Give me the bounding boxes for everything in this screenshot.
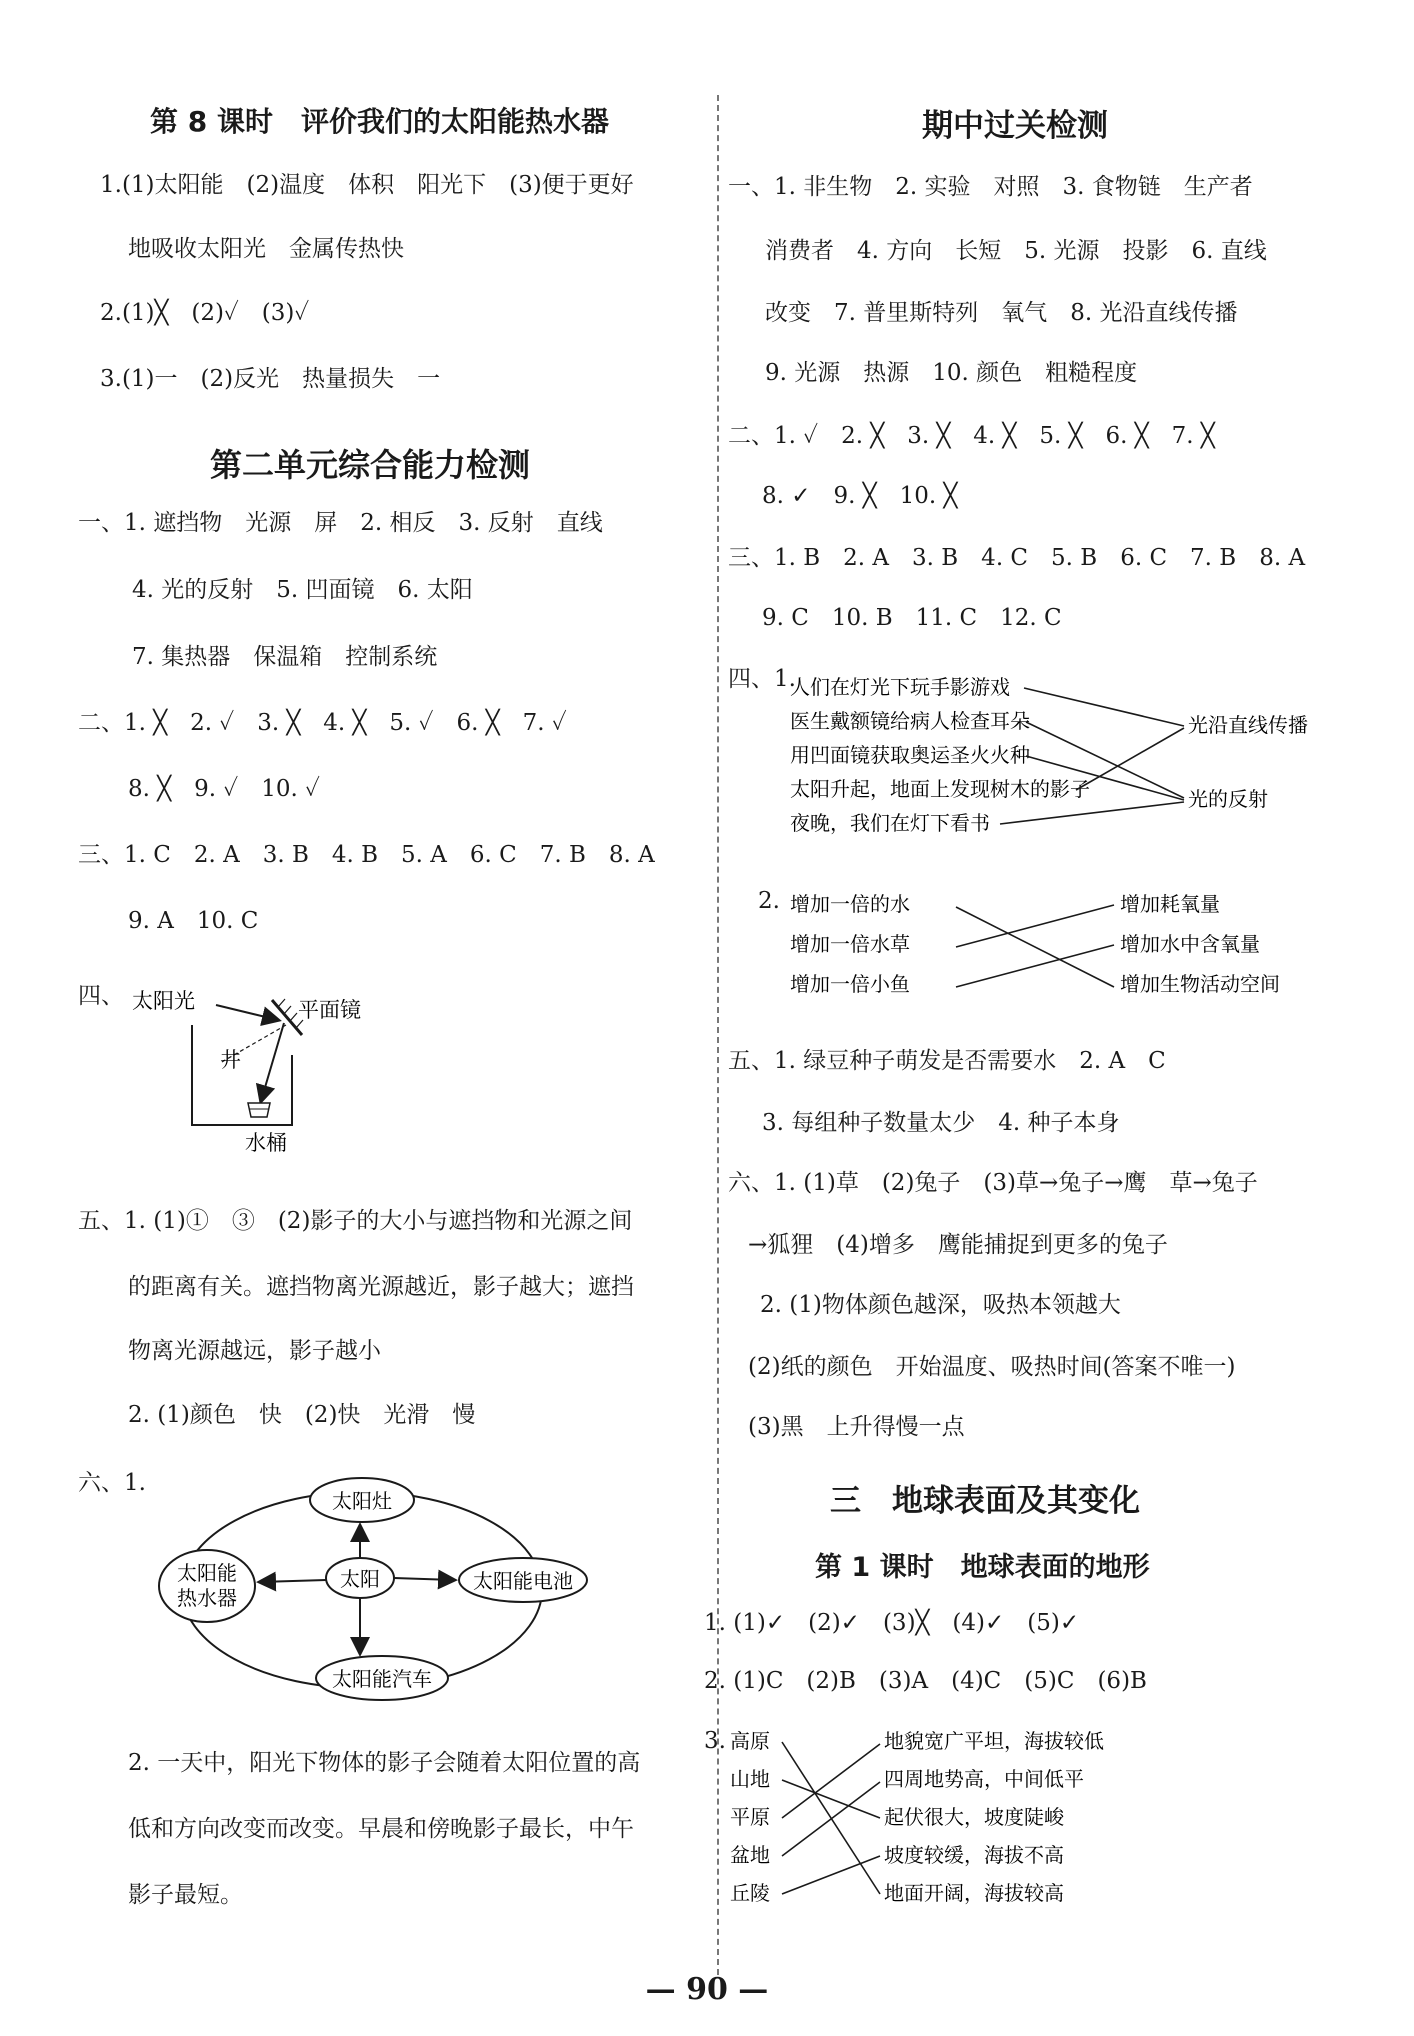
aquarium-matching-diagram xyxy=(780,885,1320,1015)
svg-text:太阳能电池: 太阳能电池 xyxy=(473,1569,573,1593)
unit2-s5-line-1: 五、1. (1)① ③ (2)影子的大小与遮挡物和光源之间 xyxy=(78,1208,633,1234)
lesson8-title: 第 8 课时 评价我们的太阳能热水器 xyxy=(150,105,609,138)
unit2-s6-label: 六、1. xyxy=(78,1470,146,1496)
plane-mirror-label: 平面镜 xyxy=(298,998,361,1022)
midterm-s4-label: 四、1. xyxy=(728,666,796,692)
unit2-s1-line-3: 7. 集热器 保温箱 控制系统 xyxy=(132,644,438,670)
node-sun xyxy=(326,1558,394,1598)
unit2-s6-q2-line-1: 2. 一天中，阳光下物体的影子会随着太阳位置的高 xyxy=(128,1750,641,1776)
unit2-s3-line-1: 三、1. C 2. A 3. B 4. B 5. A 6. C 7. B 8. A xyxy=(78,842,655,868)
unit2-s5-line-2: 的距离有关。遮挡物离光源越近，影子越大；遮挡 xyxy=(128,1274,634,1300)
unit3-q1: 1. (1)✓ (2)✓ (3)╳ (4)✓ (5)✓ xyxy=(704,1610,1080,1636)
sun-light-label: 太阳光 xyxy=(132,989,195,1013)
unit2-s5-line-3: 物离光源越远，影子越小 xyxy=(128,1338,381,1364)
solar-energy-diagram xyxy=(150,1470,600,1710)
landform-lines xyxy=(782,1742,880,1894)
match2-left-3: 增加一倍小鱼 xyxy=(790,972,910,996)
unit2-s2-line-1: 二、1. ╳ 2. ✓ 3. ╳ 4. ╳ 5. ✓ 6. ╳ 7. ✓ xyxy=(78,710,567,736)
midterm-s3-line-2: 9. C 10. B 11. C 12. C xyxy=(762,605,1062,631)
midterm-s1-line-3: 改变 7. 普里斯特列 氧气 8. 光沿直线传播 xyxy=(765,300,1238,326)
landform-left-5: 丘陵 xyxy=(730,1881,770,1905)
unit2-s2-line-2: 8. ╳ 9. ✓ 10. ✓ xyxy=(128,776,320,802)
lesson8-line-1: 1.(1)太阳能 (2)温度 体积 阳光下 (3)便于更好 xyxy=(100,172,634,198)
arrow-to-heater xyxy=(260,1580,326,1582)
match-right-2: 光的反射 xyxy=(1188,787,1268,811)
lesson1-title: 第 1 课时 地球表面的地形 xyxy=(815,1552,1150,1583)
midterm-s6-line-3: 2. (1)物体颜色越深，吸热本领越大 xyxy=(760,1292,1121,1318)
midterm-s2-line-1: 二、1. ✓ 2. ╳ 3. ╳ 4. ╳ 5. ╳ 6. ╳ 7. ╳ xyxy=(728,423,1215,449)
node-solar-battery xyxy=(459,1558,587,1602)
midterm-s1-line-4: 9. 光源 热源 10. 颜色 粗糙程度 xyxy=(765,360,1138,386)
midterm-s6-line-5: (3)黑 上升得慢一点 xyxy=(748,1414,965,1440)
node-solar-cooker xyxy=(310,1478,414,1522)
svg-text:太阳: 太阳 xyxy=(340,1567,380,1591)
well-mirror-diagram xyxy=(120,975,380,1155)
landform-right-4: 坡度较缓，海拔不高 xyxy=(884,1843,1064,1867)
unit2-s4-label: 四、 xyxy=(78,983,124,1009)
match-left-2: 医生戴额镜给病人检查耳朵 xyxy=(790,709,1030,733)
match2-left-1: 增加一倍的水 xyxy=(790,892,910,916)
midterm-s6-line-1: 六、1. (1)草 (2)兔子 (3)草→兔子→鹰 草→兔子 xyxy=(728,1170,1258,1196)
midterm-s3-line-1: 三、1. B 2. A 3. B 4. C 5. B 6. C 7. B 8. A xyxy=(728,545,1306,571)
landform-right-5: 地面开阔，海拔较高 xyxy=(884,1881,1064,1905)
landform-right-2: 四周地势高，中间低平 xyxy=(884,1767,1084,1791)
midterm-s1-line-1: 一、1. 非生物 2. 实验 对照 3. 食物链 生产者 xyxy=(728,174,1253,200)
midterm-s6-line-4: (2)纸的颜色 开始温度、吸热时间(答案不唯一) xyxy=(748,1354,1236,1380)
unit2-s1-line-2: 4. 光的反射 5. 凹面镜 6. 太阳 xyxy=(132,577,473,603)
match-right-1: 光沿直线传播 xyxy=(1188,713,1308,737)
match2-right-2: 增加水中含氧量 xyxy=(1120,932,1260,956)
unit3-q3-label: 3. xyxy=(704,1728,726,1754)
bucket-label: 水桶 xyxy=(245,1131,287,1155)
landform-left-1: 高原 xyxy=(730,1729,770,1753)
lesson8-line-4: 3.(1)一 (2)反光 热量损失 一 xyxy=(100,366,441,392)
match-left-3: 用凹面镜获取奥运圣火火种 xyxy=(790,743,1030,767)
bucket-icon xyxy=(248,1103,270,1117)
node-solar-car xyxy=(316,1656,448,1700)
unit2-s6-q2-line-2: 低和方向改变而改变。早晨和傍晚影子最长，中午 xyxy=(128,1816,634,1842)
landform-left-2: 山地 xyxy=(730,1767,770,1791)
unit2-s3-line-2: 9. A 10. C xyxy=(128,908,259,934)
unit2-s6-q2-line-3: 影子最短。 xyxy=(128,1882,243,1908)
unit3-q2: 2. (1)C (2)B (3)A (4)C (5)C (6)B xyxy=(704,1668,1147,1694)
lesson8-line-2: 地吸收太阳光 金属传热快 xyxy=(128,236,404,262)
unit2-s5-line-4: 2. (1)颜色 快 (2)快 光滑 慢 xyxy=(128,1402,476,1428)
unit2-title: 第二单元综合能力检测 xyxy=(210,446,531,484)
node-solar-water-heater xyxy=(159,1550,255,1622)
incident-ray xyxy=(216,1005,278,1020)
unit2-s1-line-1: 一、1. 遮挡物 光源 屏 2. 相反 3. 反射 直线 xyxy=(78,510,603,536)
lesson8-line-3: 2.(1)╳ (2)✓ (3)✓ xyxy=(100,300,310,326)
landform-left-3: 平原 xyxy=(730,1805,770,1829)
match-left-1: 人们在灯光下玩手影游戏 xyxy=(790,675,1010,699)
landform-right-3: 起伏很大，坡度陡峻 xyxy=(884,1805,1064,1829)
midterm-s1-line-2: 消费者 4. 方向 长短 5. 光源 投影 6. 直线 xyxy=(765,238,1267,264)
svg-text:太阳灶: 太阳灶 xyxy=(332,1489,392,1513)
match2-right-3: 增加生物活动空间 xyxy=(1120,972,1280,996)
match2-right-1: 增加耗氧量 xyxy=(1120,892,1220,916)
midterm-s5-line-1: 五、1. 绿豆种子萌发是否需要水 2. A C xyxy=(728,1048,1166,1074)
match2-left-2: 增加一倍水草 xyxy=(790,932,910,956)
match-left-4: 太阳升起，地面上发现树木的影子 xyxy=(790,777,1090,801)
svg-text:热水器: 热水器 xyxy=(177,1586,237,1610)
midterm-title: 期中过关检测 xyxy=(922,108,1108,144)
svg-text:太阳能: 太阳能 xyxy=(177,1561,237,1585)
landform-right-1: 地貌宽广平坦，海拔较低 xyxy=(884,1729,1104,1753)
match-left-5: 夜晚，我们在灯下看书 xyxy=(790,811,990,835)
well-label: 井 xyxy=(220,1048,241,1072)
well-outline xyxy=(192,1025,292,1125)
unit3-title: 三 地球表面及其变化 xyxy=(830,1483,1140,1519)
page-number: — 90 — xyxy=(645,1972,769,2007)
midterm-s6-line-2: →狐狸 (4)增多 鹰能捕捉到更多的兔子 xyxy=(748,1232,1168,1258)
landform-left-4: 盆地 xyxy=(730,1843,770,1867)
midterm-s5-line-2: 3. 每组种子数量太少 4. 种子本身 xyxy=(762,1110,1120,1136)
midterm-s4-q2-label: 2. xyxy=(758,888,780,914)
reflected-ray xyxy=(261,1023,284,1101)
midterm-s2-line-2: 8. ✓ 9. ╳ 10. ╳ xyxy=(762,483,958,509)
arrow-to-battery xyxy=(394,1578,454,1580)
match2-lines xyxy=(956,905,1114,987)
svg-text:太阳能汽车: 太阳能汽车 xyxy=(332,1667,432,1691)
landform-matching-diagram xyxy=(720,1724,1160,1920)
light-matching-diagram xyxy=(780,670,1340,860)
